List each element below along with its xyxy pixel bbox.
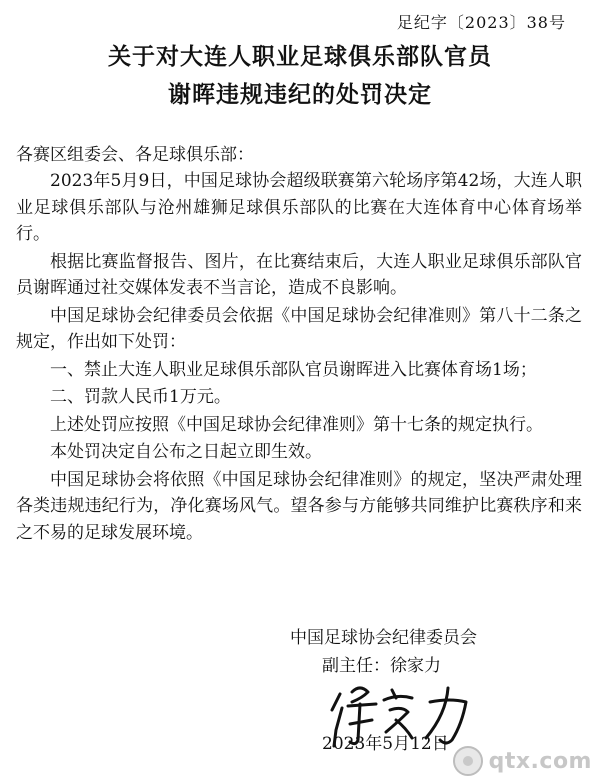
site-watermark — [453, 746, 592, 776]
paragraph-ruling-basis: 中国足球协会纪律委员会依据《中国足球协会纪律准则》第八十二条之规定，作出如下处罚： — [16, 305, 582, 352]
watermark-text: qtx.com — [488, 748, 592, 774]
signer-title: 副主任：徐家力 — [322, 656, 441, 676]
salutation: 各赛区组委会、各足球俱乐部： — [16, 145, 254, 165]
paragraph-execution: 上述处罚应按照《中国足球协会纪律准则》第十七条的规定执行。 — [50, 414, 543, 435]
paragraph-penalty-fine: 二、罚款人民币1万元。 — [50, 387, 231, 407]
paragraph-match-info: 2023年5月9日，中国足球协会超级联赛第六轮场序第42场，大连人职业足球俱乐部队与沧州雄狮足球俱乐部队的比赛在大连体育中心体育场举行。 — [16, 171, 582, 244]
issue-date: 2023年5月12日 — [322, 734, 449, 754]
document-title-line2: 谢晖违规违纪的处罚决定 — [168, 82, 432, 108]
football-logo-icon — [453, 746, 483, 776]
issuer: 中国足球协会纪律委员会 — [290, 628, 477, 648]
paragraph-penalty-ban: 一、禁止大连人职业足球俱乐部队官员谢晖进入比赛体育场1场； — [50, 359, 537, 380]
document-number: 足纪字〔2023〕38号 — [396, 13, 566, 32]
paragraph-effective: 本处罚决定自公布之日起立即生效。 — [50, 442, 322, 462]
paragraph-closing: 中国足球协会将依照《中国足球协会纪律准则》的规定，坚决严肃处理各类违规违纪行为，净化赛场风气。望各参与方能够共同维护比赛秩序和来之不易的足球发展环境。 — [16, 469, 582, 543]
paragraph-violation: 根据比赛监督报告、图片，在比赛结束后，大连人职业足球俱乐部队官员谢晖通过社交媒体发表不当言论，造成不良影响。 — [16, 251, 582, 298]
document-body — [16, 168, 582, 547]
document-title-line1: 关于对大连人职业足球俱乐部队官员 — [108, 44, 492, 70]
